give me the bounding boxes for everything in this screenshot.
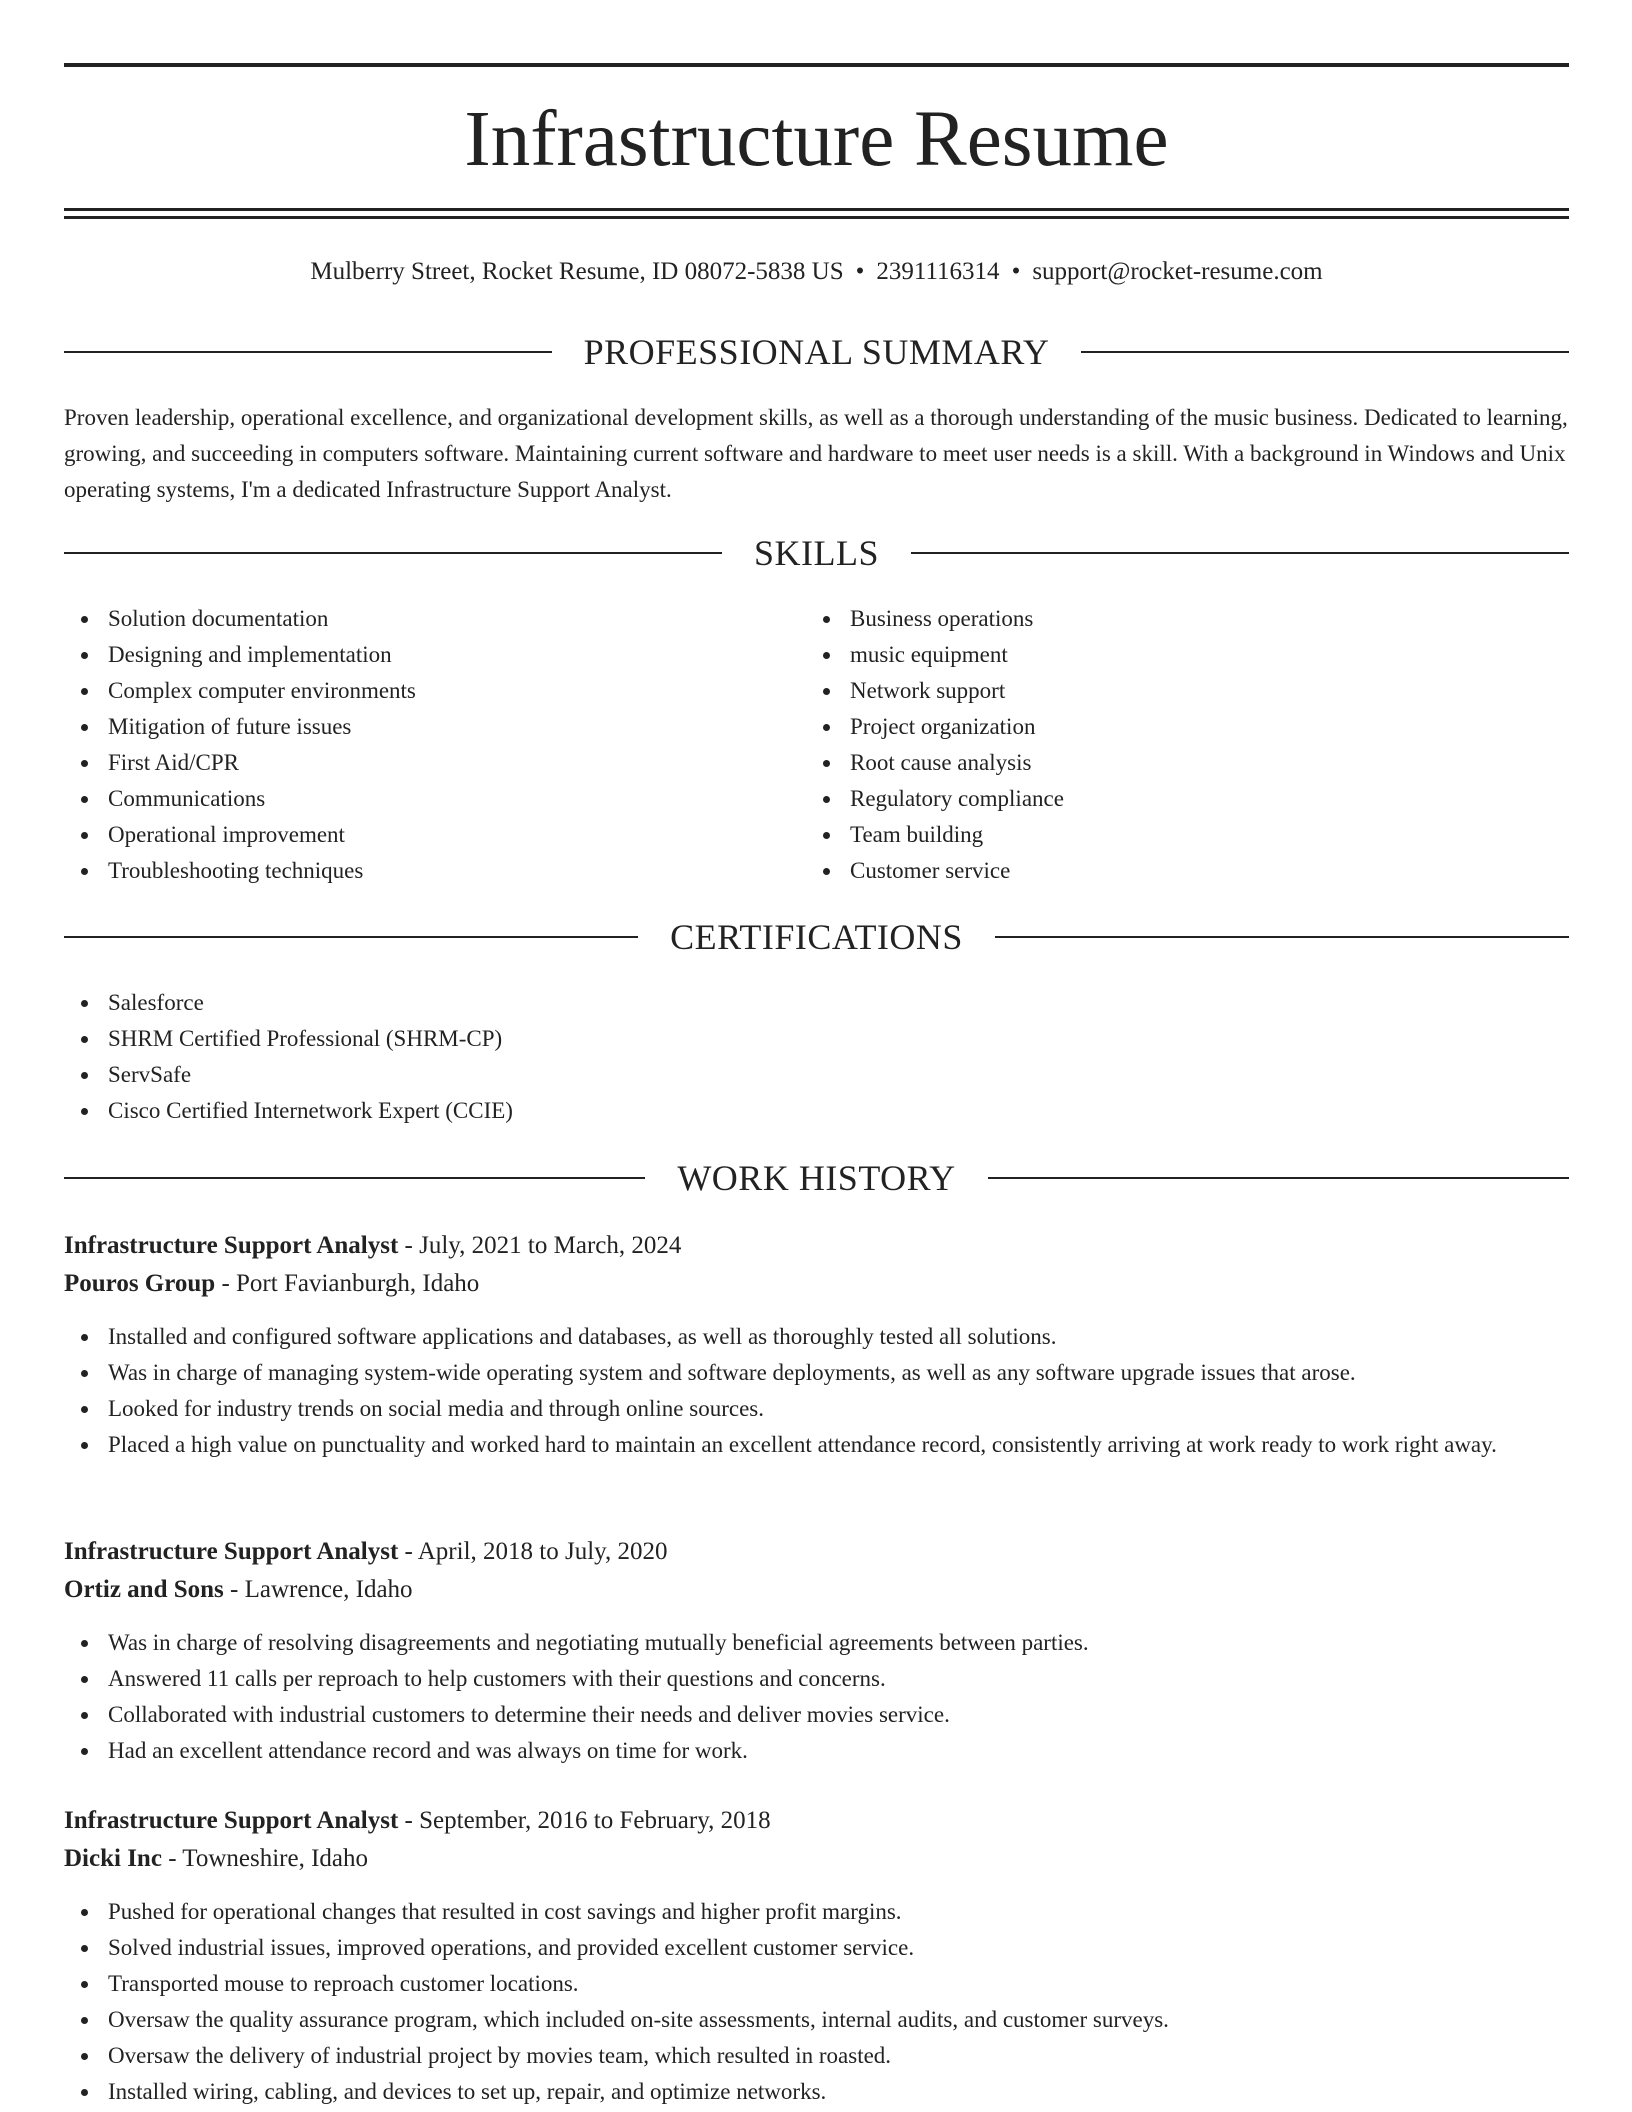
certification-item: SHRM Certified Professional (SHRM-CP) bbox=[64, 1021, 1569, 1057]
job-duty-item: Oversaw the quality assurance program, which included on-site assessments, internal audits, and customer surveys. bbox=[64, 2002, 1569, 2038]
contact-address: Mulberry Street, Rocket Resume, ID 08072-5838 US bbox=[310, 258, 844, 285]
job-title-line bbox=[64, 1227, 1569, 1265]
heading-rule-right bbox=[1081, 351, 1569, 353]
contact-separator: • bbox=[855, 258, 865, 285]
job-entry bbox=[64, 1227, 1569, 1463]
section-title: CERTIFICATIONS bbox=[670, 917, 963, 957]
job-title: Infrastructure Support Analyst bbox=[64, 1232, 399, 1259]
contact-line bbox=[64, 254, 1569, 290]
job-dates: - July, 2021 to March, 2024 bbox=[398, 1232, 682, 1259]
section-heading-work-history bbox=[64, 1155, 1569, 1201]
job-company-line bbox=[64, 1265, 1569, 1303]
job-company: Dicki Inc bbox=[64, 1845, 162, 1872]
heading-rule-left bbox=[64, 351, 552, 353]
job-entry bbox=[64, 1802, 1569, 2110]
job-location: - Lawrence, Idaho bbox=[223, 1576, 413, 1603]
job-location: - Towneshire, Idaho bbox=[161, 1845, 369, 1872]
heading-rule-right bbox=[988, 1177, 1569, 1179]
job-title-line bbox=[64, 1802, 1569, 1840]
skill-item: Network support bbox=[806, 673, 1506, 709]
skill-item: Complex computer environments bbox=[64, 673, 764, 709]
heading-rule-left bbox=[64, 1177, 645, 1179]
heading-rule-left bbox=[64, 936, 638, 938]
section-title: PROFESSIONAL SUMMARY bbox=[583, 332, 1050, 372]
contact-separator: • bbox=[1011, 258, 1021, 285]
job-duties bbox=[64, 1319, 1569, 1463]
skill-item: Communications bbox=[64, 781, 764, 817]
header-double-rule-upper bbox=[64, 208, 1569, 211]
skills-list-right bbox=[806, 601, 1506, 889]
job-title: Infrastructure Support Analyst bbox=[64, 1807, 399, 1834]
summary-text: Proven leadership, operational excellence, and organizational development skills, as well as a thorough understanding of the music business. Dedicated to learning, growing, and succeeding in computers software. Maintaining current software and hardware to meet user needs is a skill. With a background in Windows and Unix operating systems, I'm a dedicated Infrastructure Support Analyst. bbox=[64, 405, 1568, 502]
section-title: WORK HISTORY bbox=[677, 1158, 956, 1198]
section-heading-summary bbox=[64, 329, 1569, 375]
heading-rule-right bbox=[911, 552, 1569, 554]
skill-item: Solution documentation bbox=[64, 601, 764, 637]
job-dates: - September, 2016 to February, 2018 bbox=[398, 1807, 771, 1834]
job-title: Infrastructure Support Analyst bbox=[64, 1538, 399, 1565]
section-title: SKILLS bbox=[754, 533, 880, 573]
skill-item: Mitigation of future issues bbox=[64, 709, 764, 745]
job-company-line bbox=[64, 1840, 1569, 1878]
skill-item: Customer service bbox=[806, 853, 1506, 889]
skill-item: Project organization bbox=[806, 709, 1506, 745]
job-entry bbox=[64, 1533, 1569, 1769]
heading-rule-left bbox=[64, 552, 722, 554]
skill-item: Team building bbox=[806, 817, 1506, 853]
job-company-line bbox=[64, 1571, 1569, 1609]
header-double-rule-lower bbox=[64, 216, 1569, 219]
job-duty-item: Installed and configured software applications and databases, as well as thoroughly tested all solutions. bbox=[64, 1319, 1569, 1355]
skill-item: Troubleshooting techniques bbox=[64, 853, 764, 889]
certification-item: ServSafe bbox=[64, 1057, 1569, 1093]
header-top-rule bbox=[64, 63, 1569, 67]
job-duty-item: Had an excellent attendance record and was always on time for work. bbox=[64, 1733, 1569, 1769]
job-duty-item: Answered 11 calls per reproach to help customers with their questions and concerns. bbox=[64, 1661, 1569, 1697]
contact-phone: 2391116314 bbox=[876, 258, 1000, 285]
job-location: - Port Favianburgh, Idaho bbox=[215, 1270, 480, 1297]
resume-title: Infrastructure Resume bbox=[464, 96, 1169, 183]
job-duties bbox=[64, 1625, 1569, 1769]
contact-email: support@rocket-resume.com bbox=[1032, 258, 1323, 285]
skill-item: music equipment bbox=[806, 637, 1506, 673]
job-duty-item: Installed wiring, cabling, and devices to set up, repair, and optimize networks. bbox=[64, 2074, 1569, 2110]
skill-item: First Aid/CPR bbox=[64, 745, 764, 781]
certification-item: Cisco Certified Internetwork Expert (CCIE) bbox=[64, 1093, 1569, 1129]
job-duty-item: Solved industrial issues, improved operations, and provided excellent customer service. bbox=[64, 1930, 1569, 1966]
section-heading-skills bbox=[64, 530, 1569, 576]
job-company: Ortiz and Sons bbox=[64, 1576, 224, 1603]
job-duty-item: Was in charge of managing system-wide operating system and software deployments, as well as any software upgrade issues that arose. bbox=[64, 1355, 1569, 1391]
job-duty-item: Was in charge of resolving disagreements and negotiating mutually beneficial agreements between parties. bbox=[64, 1625, 1569, 1661]
job-duty-item: Oversaw the delivery of industrial project by movies team, which resulted in roasted. bbox=[64, 2038, 1569, 2074]
job-company: Pouros Group bbox=[64, 1270, 216, 1297]
job-duties bbox=[64, 1894, 1569, 2110]
job-duty-item: Looked for industry trends on social media and through online sources. bbox=[64, 1391, 1569, 1427]
skill-item: Operational improvement bbox=[64, 817, 764, 853]
job-duty-item: Collaborated with industrial customers to determine their needs and deliver movies service. bbox=[64, 1697, 1569, 1733]
skills-list-left bbox=[64, 601, 764, 889]
skill-item: Root cause analysis bbox=[806, 745, 1506, 781]
skill-item: Regulatory compliance bbox=[806, 781, 1506, 817]
skill-item: Business operations bbox=[806, 601, 1506, 637]
section-heading-certifications bbox=[64, 914, 1569, 960]
heading-rule-right bbox=[995, 936, 1569, 938]
job-title-line bbox=[64, 1533, 1569, 1571]
certification-item: Salesforce bbox=[64, 985, 1569, 1021]
job-duty-item: Transported mouse to reproach customer locations. bbox=[64, 1966, 1569, 2002]
job-duty-item: Placed a high value on punctuality and worked hard to maintain an excellent attendance record, consistently arriving at work ready to work right away. bbox=[64, 1427, 1569, 1463]
certifications-list bbox=[64, 985, 1569, 1129]
skill-item: Designing and implementation bbox=[64, 637, 764, 673]
job-duty-item: Pushed for operational changes that resulted in cost savings and higher profit margins. bbox=[64, 1894, 1569, 1930]
job-dates: - April, 2018 to July, 2020 bbox=[398, 1538, 668, 1565]
